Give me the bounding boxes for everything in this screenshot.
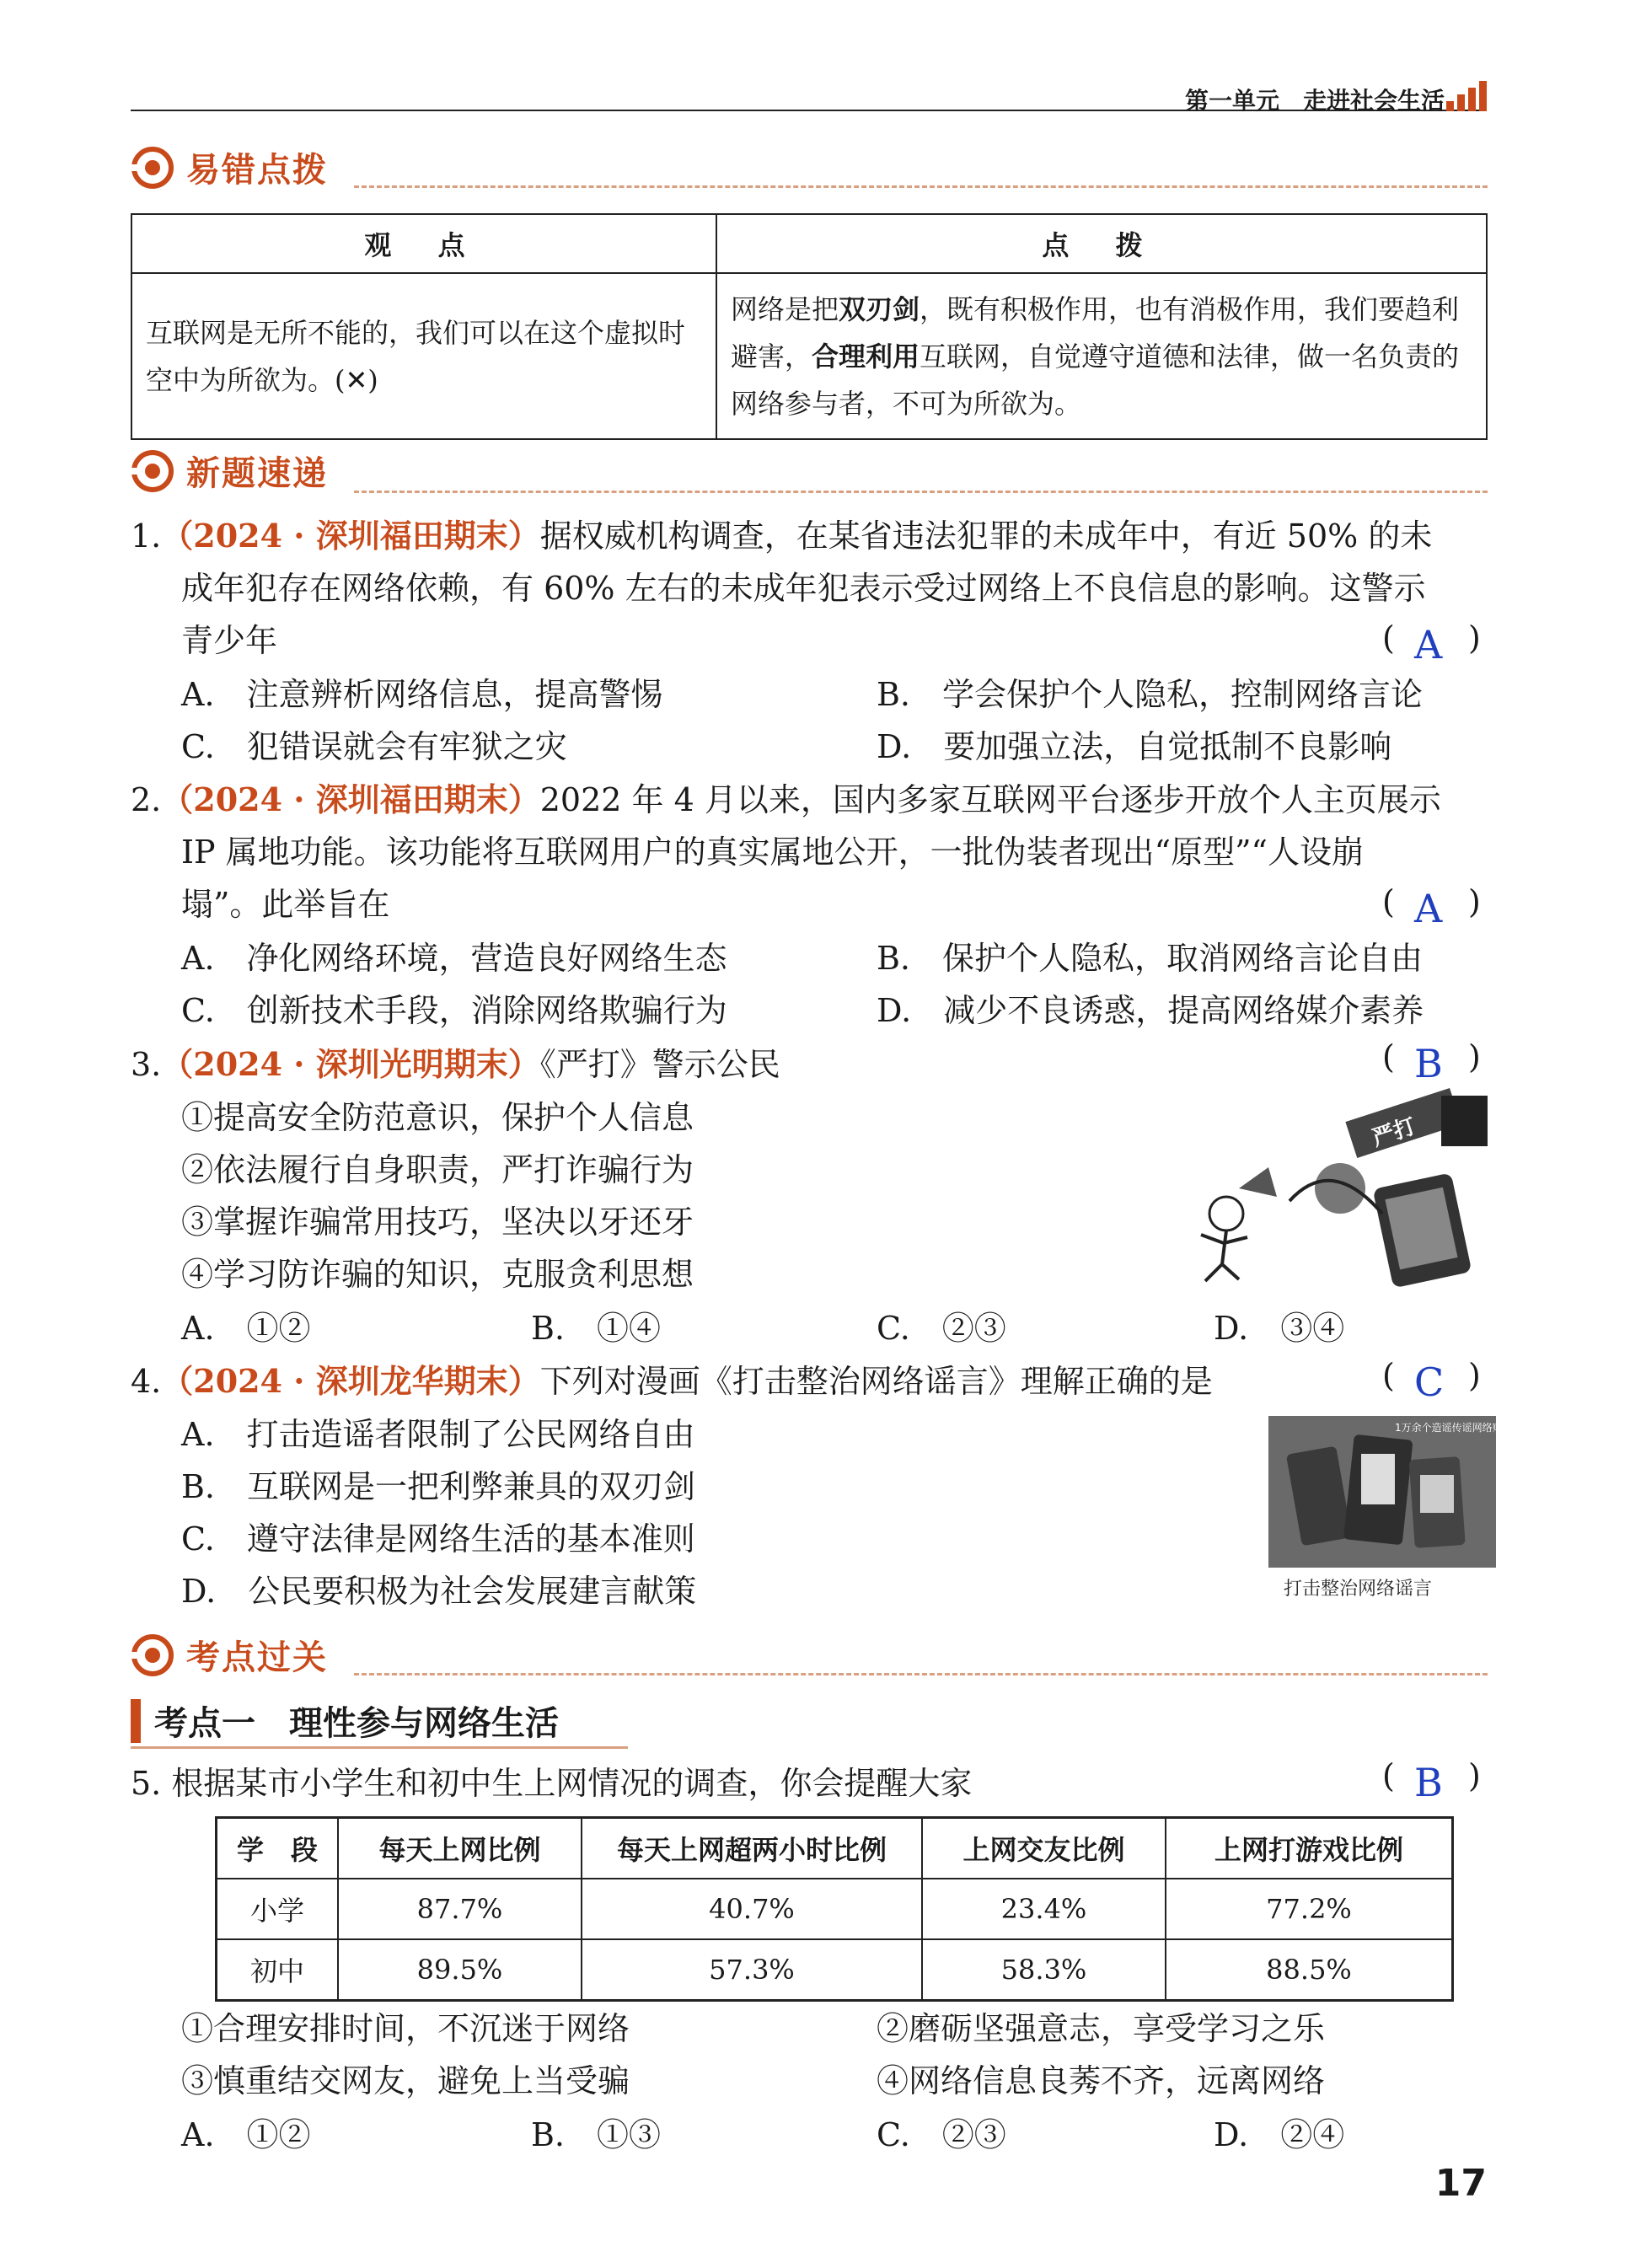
option-4c: C. 遵守法律是网络生活的基本准则 bbox=[181, 1520, 695, 1558]
answer-paren-open: ( bbox=[1382, 619, 1395, 657]
question-1-line3: 青少年 bbox=[181, 622, 278, 659]
tip-viewpoint: 互联网是无所不能的，我们可以在这个虚拟时空中为所欲为。(✕) bbox=[131, 273, 716, 439]
table-cell: 88.5% bbox=[1166, 1939, 1453, 2001]
option-1a: A. 注意辨析网络信息，提高警惕 bbox=[181, 676, 663, 713]
statement-3-2: ②依法履行自身职责，严打诈骗行为 bbox=[181, 1151, 694, 1188]
cartoon-anti-rumor bbox=[1268, 1416, 1574, 1606]
question-3: 3.（2024 · 深圳光明期末）《严打》警示公民 bbox=[131, 1045, 780, 1083]
option-2b: B. 保护个人隐私，取消网络言论自由 bbox=[877, 940, 1424, 977]
statement-5-4: ④网络信息良莠不齐，远离网络 bbox=[877, 2062, 1326, 2099]
section-title: 考点过关 bbox=[186, 1638, 328, 1677]
answer-4: C bbox=[1414, 1359, 1445, 1405]
statement-5-2: ②磨砺坚强意志，享受学习之乐 bbox=[877, 2010, 1326, 2047]
question-1: 1.（2024 · 深圳福田期末）据权威机构调查，在某省违法犯罪的未成年中，有近 50% 的未 bbox=[131, 517, 1433, 555]
page-number: 17 bbox=[1434, 2162, 1487, 2205]
cartoon-note: 1万余个造谣传谣网络账号被关停或禁言 bbox=[1395, 1422, 1574, 1434]
option-5b: B. ①③ bbox=[531, 2116, 662, 2153]
answer-paren-open: ( bbox=[1382, 883, 1395, 920]
table-header: 上网打游戏比例 bbox=[1166, 1818, 1453, 1879]
table-cell: 77.2% bbox=[1166, 1879, 1453, 1939]
answer-paren-close: ) bbox=[1468, 619, 1481, 657]
option-4b: B. 互联网是一把利弊兼具的双刃剑 bbox=[181, 1468, 696, 1505]
answer-2: A bbox=[1414, 886, 1443, 931]
table-header: 学 段 bbox=[217, 1818, 339, 1879]
target-icon bbox=[131, 1633, 174, 1677]
tip-col-viewpoint: 观 点 bbox=[131, 214, 716, 273]
section-rule bbox=[354, 185, 1488, 188]
statement-5-1: ①合理安排时间，不沉迷于网络 bbox=[181, 2010, 630, 2047]
statement-3-1: ①提高安全防范意识，保护个人信息 bbox=[181, 1099, 694, 1136]
header-bars-icon bbox=[1446, 81, 1487, 111]
table-cell: 初中 bbox=[217, 1939, 339, 2001]
section-heading-tips bbox=[131, 143, 328, 191]
table-row bbox=[217, 1939, 1453, 2001]
target-icon bbox=[131, 146, 174, 190]
answer-5: B bbox=[1414, 1760, 1443, 1805]
answer-paren-close: ) bbox=[1468, 1757, 1481, 1794]
section-title: 易错点拨 bbox=[186, 151, 328, 190]
option-5d: D. ②④ bbox=[1214, 2116, 1345, 2153]
answer-paren-close: ) bbox=[1468, 883, 1481, 920]
option-2c: C. 创新技术手段，消除网络欺骗行为 bbox=[181, 992, 727, 1029]
table-cell: 23.4% bbox=[922, 1879, 1166, 1939]
subheading: 考点一 理性参与网络生活 bbox=[131, 1697, 559, 1745]
section-rule bbox=[354, 491, 1488, 493]
table-header-row bbox=[217, 1818, 1453, 1879]
section-heading-new bbox=[131, 447, 328, 495]
table-cell: 小学 bbox=[217, 1879, 339, 1939]
option-4a: A. 打击造谣者限制了公民网络自由 bbox=[181, 1416, 695, 1453]
table-cell: 40.7% bbox=[582, 1879, 922, 1939]
option-3a: A. ①② bbox=[181, 1310, 311, 1347]
option-1b: B. 学会保护个人隐私，控制网络言论 bbox=[877, 676, 1424, 713]
table-cell: 57.3% bbox=[582, 1939, 922, 2001]
option-5c: C. ②③ bbox=[877, 2116, 1006, 2153]
section-heading-exam bbox=[131, 1631, 328, 1679]
answer-paren-open: ( bbox=[1382, 1757, 1395, 1794]
answer-paren-open: ( bbox=[1382, 1357, 1395, 1394]
table-cell: 87.7% bbox=[338, 1879, 582, 1939]
question-5: 5. 根据某市小学生和初中生上网情况的调查，你会提醒大家 bbox=[131, 1765, 973, 1802]
subheading-rule bbox=[131, 1746, 628, 1749]
option-4d: D. 公民要积极为社会发展建言献策 bbox=[181, 1573, 697, 1610]
table-cell: 89.5% bbox=[338, 1939, 582, 2001]
tip-table bbox=[131, 213, 1488, 440]
question-4: 4.（2024 · 深圳龙华期末）下列对漫画《打击整治网络谣言》理解正确的是 bbox=[131, 1362, 1213, 1400]
table-header: 每天上网超两小时比例 bbox=[582, 1818, 922, 1879]
statement-5-3: ③慎重结交网友，避免上当受骗 bbox=[181, 2062, 630, 2099]
option-2a: A. 净化网络环境，营造良好网络生态 bbox=[181, 940, 727, 977]
option-3b: B. ①④ bbox=[531, 1310, 662, 1347]
option-3d: D. ③④ bbox=[1214, 1310, 1345, 1347]
section-title: 新题速递 bbox=[186, 454, 328, 493]
answer-paren-close: ) bbox=[1468, 1357, 1481, 1394]
answer-1: A bbox=[1414, 622, 1443, 668]
cartoon-strike-fraud bbox=[1188, 1087, 1492, 1289]
tip-content: 网络是把双刃剑，既有积极作用，也有消极作用，我们要趋利避害，合理利用互联网，自觉遵守道德和法律，做一名负责的网络参与者，不可为所欲为。 bbox=[716, 273, 1487, 439]
question-1-line2: 成年犯存在网络依赖，有 60% 左右的未成年犯表示受过网络上不良信息的影响。这警示 bbox=[181, 570, 1426, 607]
table-header: 上网交友比例 bbox=[922, 1818, 1166, 1879]
question-2: 2.（2024 · 深圳福田期末）2022 年 4 月以来，国内多家互联网平台逐步开放个人主页展示 bbox=[131, 780, 1441, 818]
section-rule bbox=[354, 1673, 1488, 1676]
question-2-line3: 塌”。此举旨在 bbox=[181, 886, 390, 923]
option-1d: D. 要加强立法，自觉抵制不良影响 bbox=[877, 728, 1392, 765]
answer-paren-close: ) bbox=[1468, 1038, 1481, 1075]
option-5a: A. ①② bbox=[181, 2116, 311, 2153]
target-icon bbox=[131, 449, 174, 493]
answer-3: B bbox=[1414, 1041, 1443, 1086]
cartoon-sign-text: 严打 bbox=[1369, 1113, 1419, 1152]
option-2d: D. 减少不良诱惑，提高网络媒介素养 bbox=[877, 992, 1424, 1029]
statement-3-3: ③掌握诈骗常用技巧，坚决以牙还牙 bbox=[181, 1204, 694, 1241]
subheading-bar bbox=[131, 1699, 141, 1743]
tip-col-tip: 点 拨 bbox=[716, 214, 1487, 273]
table-row bbox=[217, 1879, 1453, 1939]
table-cell: 58.3% bbox=[922, 1939, 1166, 2001]
statement-3-4: ④学习防诈骗的知识，克服贪利思想 bbox=[181, 1256, 694, 1293]
question-2-line2: IP 属地功能。该功能将互联网用户的真实属地公开，一批伪装者现出“原型”“人设崩 bbox=[181, 834, 1364, 871]
survey-table bbox=[215, 1816, 1454, 2002]
option-3c: C. ②③ bbox=[877, 1310, 1006, 1347]
option-1c: C. 犯错误就会有牢狱之灾 bbox=[181, 728, 567, 765]
answer-paren-open: ( bbox=[1382, 1038, 1395, 1075]
unit-title: 第一单元 走进社会生活 bbox=[1184, 87, 1445, 115]
table-header: 每天上网比例 bbox=[338, 1818, 582, 1879]
cartoon-caption: 打击整治网络谣言 bbox=[1284, 1579, 1433, 1600]
